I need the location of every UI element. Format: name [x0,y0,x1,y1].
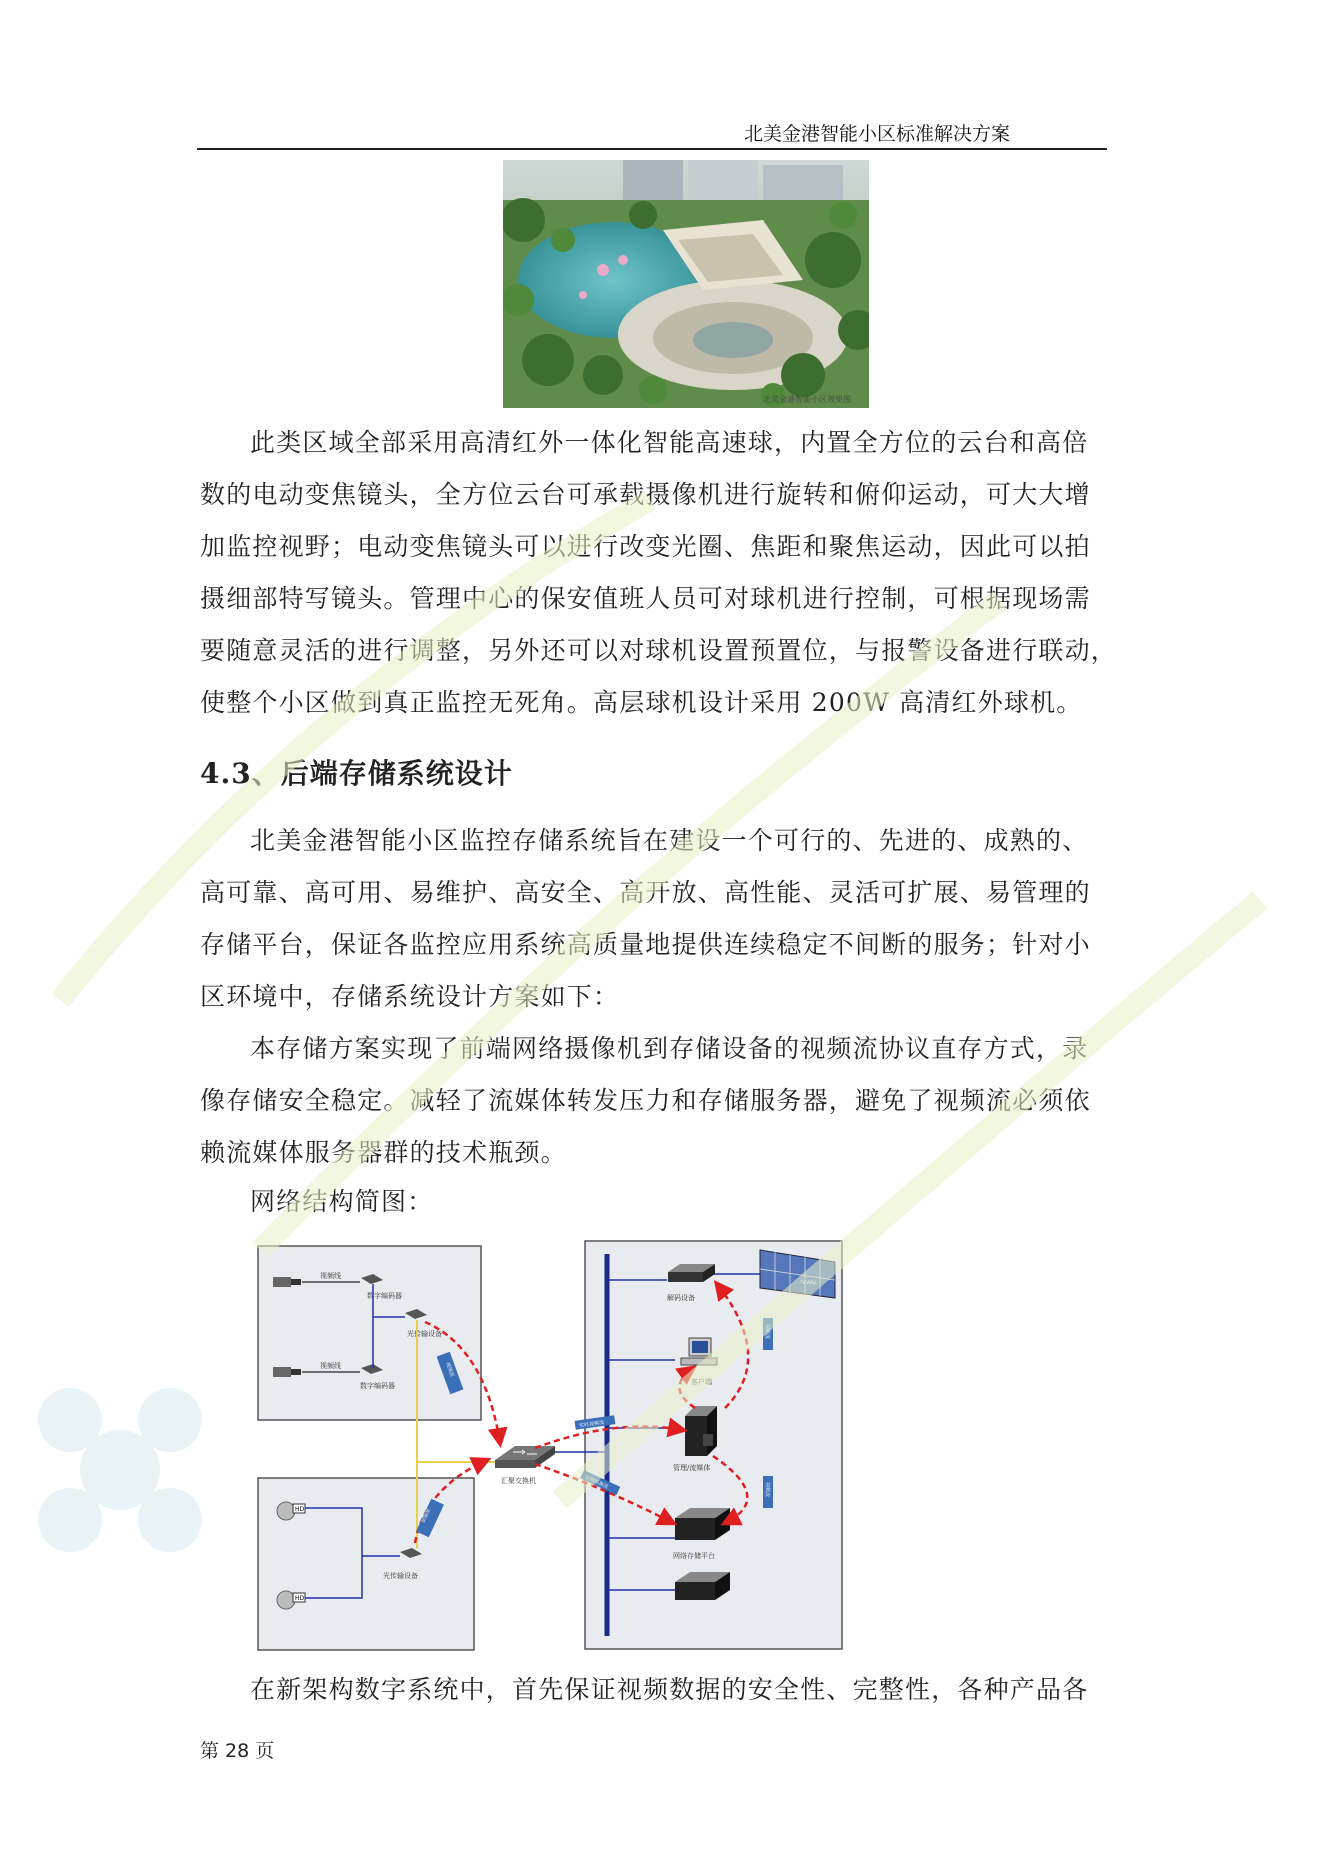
text-line: 本存储方案实现了前端网络摄像机到存储设备的视频流协议直存方式，录 [250,1034,1089,1063]
text-line: 使整个小区做到真正监控无死角。高层球机设计采用 200W 高清红外球机。 [200,688,1083,717]
optical-label: 光传输设备 [407,1330,442,1338]
text-line: 存储平台，保证各监控应用系统高质量地提供连续稳定不间断的服务；针对小 [200,930,1091,959]
hero-caption: 北美金港智能小区效果图 [763,395,851,404]
paragraph-storage-goals [200,815,1130,1023]
residential-landscape-image [503,160,869,408]
section-heading: 4.3、后端存储系统设计 [200,757,513,790]
stream-tag-label: 视频流 [764,1324,770,1340]
stream-tag-label: 视频流 [444,1361,455,1378]
text-line: 此类区域全部采用高清红外一体化智能高速球，内置全方位的云台和高倍 [250,428,1089,457]
text-line: 加监控视野；电动变焦镜头可以进行改变光圈、焦距和聚焦运动，因此可以拍 [200,532,1091,561]
text-line: 区环境中，存储系统设计方案如下： [200,982,620,1011]
hd-label: HD [295,1595,305,1602]
paragraph-storage-scheme [200,1023,1130,1179]
stream-tag-label: 存储视频流 [583,1474,610,1491]
stream-tag [763,1318,773,1350]
text-line: 高可靠、高可用、易维护、高安全、高开放、高性能、灵活可扩展、易管理的 [200,878,1091,907]
text-line: 数的电动变焦镜头，全方位云台可承载摄像机进行旋转和俯仰运动，可大大增 [200,480,1091,509]
client-label: 客户端 [691,1378,712,1386]
stream-tag-label: 视频流 [418,1507,431,1524]
header-rule [197,148,1107,150]
stream-tag-label: 实时视频流 [578,1419,605,1430]
text-line: 北美金港智能小区监控存储系统旨在建设一个可行的、先进的、成熟的、 [250,826,1089,855]
encoder-label: 数字编码器 [360,1382,395,1390]
network-diagram [255,1238,845,1654]
tv-wall-label: TV WALL [800,1280,818,1285]
paragraph-camera-description [200,417,1130,729]
storage-platform-icon [675,1508,730,1540]
page-number: 第 28 页 [200,1740,275,1762]
text-line: 赖流媒体服务器群的技术瓶颈。 [200,1138,567,1167]
analog-line-label: 视频线 [320,1362,341,1370]
stream-tag [763,1476,773,1508]
diagram-caption: 网络结构简图： [250,1187,434,1216]
storage-label: 网络存储平台 [673,1552,715,1560]
aggregation-switch-icon [495,1446,555,1468]
decoder-label: 解码设备 [667,1294,695,1302]
switch-label: 汇聚交换机 [501,1477,536,1485]
text-line: 像存储安全稳定。减轻了流媒体转发压力和存储服务器，避免了视频流必须依 [200,1086,1091,1115]
manager-label: 管理/流媒体 [673,1464,711,1472]
stream-tag-label: 视频流 [764,1482,770,1498]
text-line: 摄细部特写镜头。管理中心的保安值班人员可对球机进行控制，可根据现场需 [200,584,1091,613]
management-server-icon [685,1406,717,1456]
encoder-label: 数字编码器 [367,1292,402,1300]
text-line: 要随意灵活的进行调整，另外还可以对球机设置预置位，与报警设备进行联动， [200,636,1118,665]
analog-line-label: 视频线 [320,1272,341,1280]
flower-logo-icon [38,1388,202,1552]
hd-label: HD [295,1506,305,1513]
paragraph-new-architecture: 在新架构数字系统中，首先保证视频数据的安全性、完整性，各种产品各 [250,1675,1089,1704]
optical-label: 光传输设备 [383,1572,418,1580]
header-title: 北美金港智能小区标准解决方案 [743,123,1010,145]
panel-analog [258,1246,481,1420]
